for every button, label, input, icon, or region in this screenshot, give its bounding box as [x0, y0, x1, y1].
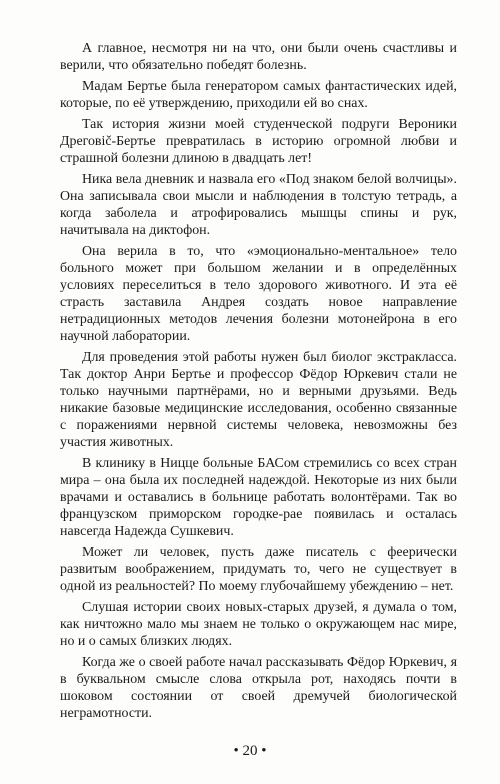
- paragraph-1: А главное, несмотря ни на что, они были очень счастливы и верили, что обязательно победят болезнь.: [60, 41, 457, 73]
- paragraph-5: Она верила в то, что «эмоционально-ментальное» тело больного может при большом желании и в определённых условиях переселиться в тело здорового животного. И эта её страсть заставила Андрея создать новое направление нетрадиционных методов лечения болезни мотонейрона в его научной лаборатории.: [60, 244, 457, 344]
- paragraph-4: Ника вела дневник и назвала его «Под знаком белой волчицы». Она записывала свои мысли и наблюдения в толстую тетрадь, а когда заболела и атрофировались мышцы спины и рук, начитывала на диктофон.: [60, 172, 457, 238]
- paragraph-9: Слушая истории своих новых-старых друзей, я думала о том, как ничтожно мало мы знаем не только о окружающем нас мире, но и о самых близких людях.: [60, 600, 457, 649]
- page-number: • 20 •: [233, 743, 267, 759]
- paragraph-2: Мадам Бертье была генератором самых фантастических идей, которые, по её утверждению, приходили ей во снах.: [60, 79, 457, 111]
- paragraph-6: Для проведения этой работы нужен был биолог экстракласса. Так доктор Анри Бертье и профессор Фёдор Юркевич стали не только научными партнёрами, но и верными друзьями. Ведь никакие базовые медицинские исследования, особенно связанные с поражениями нервной системы человека, невозможны без участия животных.: [60, 350, 457, 450]
- paragraph-7: В клинику в Ницце больные БАСом стремились со всех стран мира – она была их последней надеждой. Некоторые из них были врачами и оставались в больнице работать волонтёрами. Так во французском приморском городке-рае появилась и осталась навсегда Надежда Сушкевич.: [60, 456, 457, 539]
- paragraph-10: Когда же о своей работе начал рассказывать Фёдор Юркевич, я в буквальном смысле слова открыла рот, находясь почти в шоковом состоянии от своей дремучей биологической неграмотности.: [60, 655, 457, 721]
- body-text: [60, 40, 457, 726]
- paragraph-8: Может ли человек, пусть даже писатель с феерически развитым воображением, придумать то, чего не существует в одной из реальностей? По моему глубочайшему убеждению – нет.: [60, 545, 457, 594]
- paragraph-3: Так история жизни моей студенческой подруги Вероники Дреговič-Бертье превратилась в историю огромной любви и страшной болезни длиною в двадцать лет!: [60, 117, 457, 166]
